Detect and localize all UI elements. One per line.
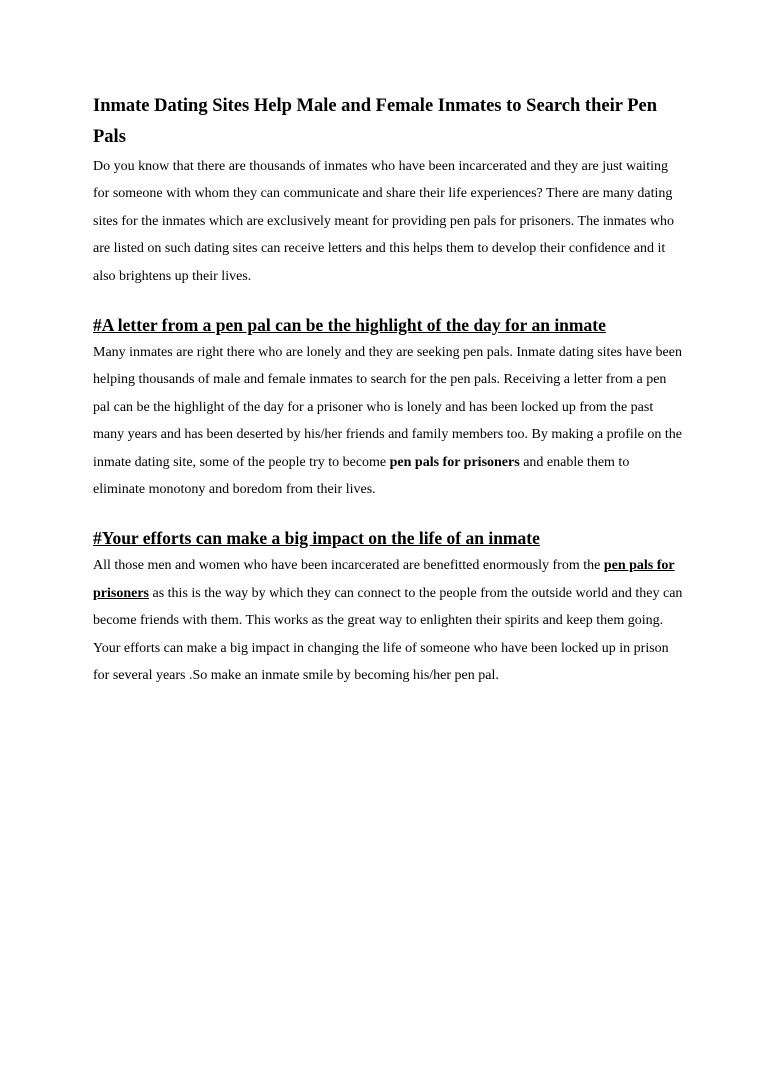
section2-keyword-link[interactable]: pen pals for prisoners [93,558,675,601]
section2-paragraph [93,552,683,689]
section1-heading: #A letter from a pen pal can be the highlight of the day for an inmate [93,315,606,336]
document-page [93,91,683,690]
document-title: Inmate Dating Sites Help Male and Female Inmates to Search their Pen Pals [93,96,658,147]
intro-paragraph: Do you know that there are thousands of inmates who have been incarcerated and they are just waiting for someone with whom they can communicate and share their life experiences? There are many dating sites for the inmates which are exclusively meant for providing pen pals for prisoners. The inmates who are listed on such dating sites can receive letters and this helps them to develop their confidence and it also brightens up their lives. [93,159,674,284]
section1-text-before: Many inmates are right there who are lonely and they are seeking pen pals. Inmate dating sites have been helping thousands of male and female inmates to search for the pen pals. Receiving a letter from a pen pal can be the highlight of the day for a prisoner who is lonely and has been locked up from the past many years and has been deserted by his/her friends and family members too. By making a profile on the inmate dating site, some of the people try to become [93,345,682,470]
section1-text-after: and enable them to eliminate monotony and boredom from their lives. [93,454,630,498]
section1-paragraph [93,339,683,503]
section1-keyword: pen pals for prisoners [389,454,520,470]
section-spacer [93,503,683,525]
section2-text-before: All those men and women who have been incarcerated are benefitted enormously from the [93,558,604,574]
section2-heading: #Your efforts can make a big impact on the life of an inmate [93,528,540,549]
section2-text-after: as this is the way by which they can connect to the people from the outside world and they can become friends with them. This works as the great way to enlighten their spirits and keep them going. Your efforts can make a big impact in changing the life of someone who have been locked up in prison for several years .So make an inmate smile by becoming his/her pen pal. [93,585,683,684]
section-spacer [93,290,683,312]
